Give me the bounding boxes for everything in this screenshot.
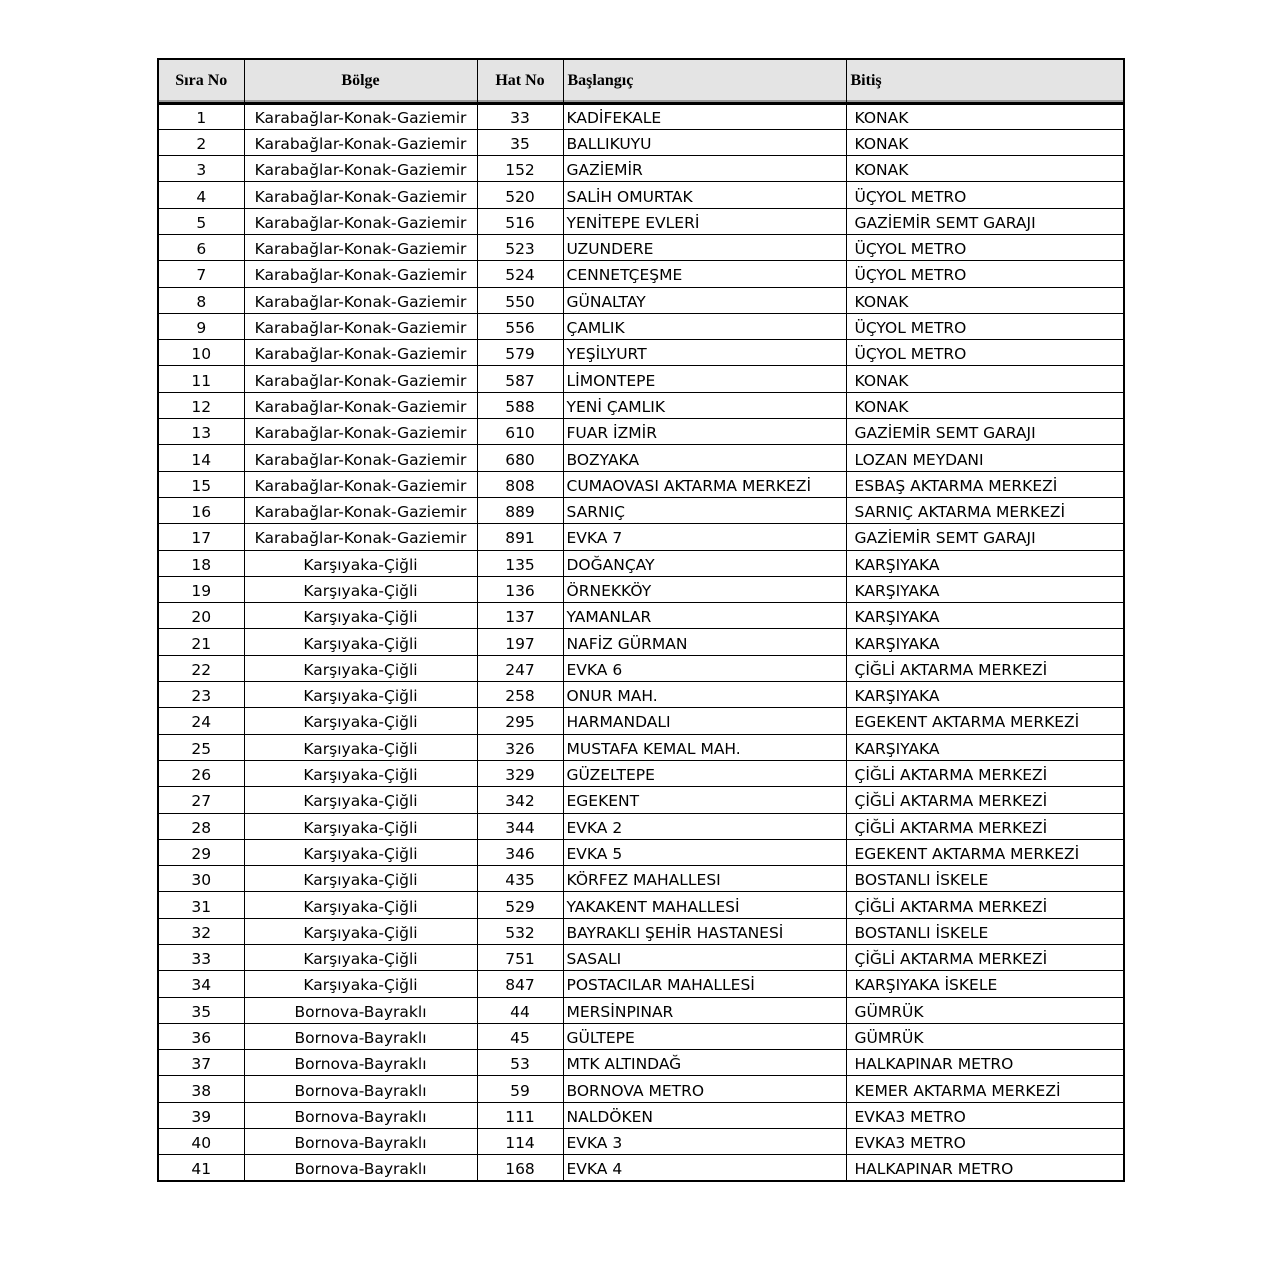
cell-start: ÇAMLIK: [563, 313, 846, 339]
cell-line-no: 520: [477, 182, 563, 208]
cell-line-no: 33: [477, 103, 563, 129]
cell-sequence-no: 1: [158, 103, 244, 129]
cell-start: GÜZELTEPE: [563, 760, 846, 786]
cell-end: KONAK: [846, 287, 1124, 313]
cell-end: BOSTANLI İSKELE: [846, 866, 1124, 892]
cell-end: LOZAN MEYDANI: [846, 445, 1124, 471]
header-row: [158, 59, 1124, 103]
table-row: [158, 524, 1124, 550]
cell-line-no: 197: [477, 629, 563, 655]
cell-line-no: 891: [477, 524, 563, 550]
cell-region: Bornova-Bayraklı: [244, 1076, 477, 1102]
cell-region: Karabağlar-Konak-Gaziemir: [244, 182, 477, 208]
cell-end: GAZİEMİR SEMT GARAJI: [846, 419, 1124, 445]
cell-end: ÜÇYOL METRO: [846, 313, 1124, 339]
cell-start: SALİH OMURTAK: [563, 182, 846, 208]
cell-end: ÇİĞLİ AKTARMA MERKEZİ: [846, 760, 1124, 786]
cell-end: EGEKENT AKTARMA MERKEZİ: [846, 839, 1124, 865]
cell-sequence-no: 21: [158, 629, 244, 655]
cell-sequence-no: 26: [158, 760, 244, 786]
cell-end: ÇİĞLİ AKTARMA MERKEZİ: [846, 655, 1124, 681]
cell-start: UZUNDERE: [563, 234, 846, 260]
table-row: [158, 1050, 1124, 1076]
header-end: Bitiş: [846, 59, 1124, 103]
cell-region: Karşıyaka-Çiğli: [244, 629, 477, 655]
cell-region: Karabağlar-Konak-Gaziemir: [244, 129, 477, 155]
cell-line-no: 136: [477, 576, 563, 602]
cell-end: KARŞIYAKA: [846, 734, 1124, 760]
cell-end: ÇİĞLİ AKTARMA MERKEZİ: [846, 945, 1124, 971]
table-row: [158, 340, 1124, 366]
cell-end: KEMER AKTARMA MERKEZİ: [846, 1076, 1124, 1102]
cell-start: EVKA 3: [563, 1129, 846, 1155]
cell-end: KARŞIYAKA: [846, 576, 1124, 602]
header-start: Başlangıç: [563, 59, 846, 103]
cell-start: CENNETÇEŞME: [563, 261, 846, 287]
cell-line-no: 435: [477, 866, 563, 892]
cell-region: Karşıyaka-Çiğli: [244, 550, 477, 576]
table-row: [158, 866, 1124, 892]
cell-start: GAZİEMİR: [563, 156, 846, 182]
table-row: [158, 839, 1124, 865]
cell-start: HARMANDALI: [563, 708, 846, 734]
table-row: [158, 1102, 1124, 1128]
table-row: [158, 892, 1124, 918]
cell-line-no: 247: [477, 655, 563, 681]
cell-start: KADİFEKALE: [563, 103, 846, 129]
table-row: [158, 471, 1124, 497]
cell-end: BOSTANLI İSKELE: [846, 918, 1124, 944]
cell-start: SASALI: [563, 945, 846, 971]
cell-sequence-no: 17: [158, 524, 244, 550]
cell-region: Karşıyaka-Çiğli: [244, 945, 477, 971]
table-row: [158, 629, 1124, 655]
cell-line-no: 847: [477, 971, 563, 997]
cell-sequence-no: 20: [158, 603, 244, 629]
table-body: [158, 103, 1124, 1181]
cell-line-no: 524: [477, 261, 563, 287]
cell-line-no: 889: [477, 497, 563, 523]
table-row: [158, 997, 1124, 1023]
cell-line-no: 610: [477, 419, 563, 445]
cell-line-no: 168: [477, 1155, 563, 1181]
cell-start: POSTACILAR MAHALLESİ: [563, 971, 846, 997]
cell-end: GÜMRÜK: [846, 997, 1124, 1023]
bus-route-table: [157, 58, 1125, 1182]
cell-end: ÜÇYOL METRO: [846, 182, 1124, 208]
cell-start: YAKAKENT MAHALLESİ: [563, 892, 846, 918]
cell-end: HALKAPINAR METRO: [846, 1155, 1124, 1181]
cell-end: HALKAPINAR METRO: [846, 1050, 1124, 1076]
table-row: [158, 734, 1124, 760]
cell-region: Karabağlar-Konak-Gaziemir: [244, 313, 477, 339]
cell-region: Karşıyaka-Çiğli: [244, 576, 477, 602]
cell-start: GÜNALTAY: [563, 287, 846, 313]
cell-sequence-no: 7: [158, 261, 244, 287]
header-region: Bölge: [244, 59, 477, 103]
cell-sequence-no: 37: [158, 1050, 244, 1076]
cell-region: Karabağlar-Konak-Gaziemir: [244, 471, 477, 497]
table-row: [158, 1076, 1124, 1102]
cell-start: YAMANLAR: [563, 603, 846, 629]
cell-line-no: 516: [477, 208, 563, 234]
table-row: [158, 156, 1124, 182]
cell-line-no: 579: [477, 340, 563, 366]
cell-start: DOĞANÇAY: [563, 550, 846, 576]
cell-line-no: 342: [477, 787, 563, 813]
cell-region: Karabağlar-Konak-Gaziemir: [244, 261, 477, 287]
cell-sequence-no: 35: [158, 997, 244, 1023]
cell-start: KÖRFEZ MAHALLESI: [563, 866, 846, 892]
table-row: [158, 366, 1124, 392]
cell-region: Karabağlar-Konak-Gaziemir: [244, 287, 477, 313]
table-row: [158, 287, 1124, 313]
cell-sequence-no: 4: [158, 182, 244, 208]
cell-end: EGEKENT AKTARMA MERKEZİ: [846, 708, 1124, 734]
table-row: [158, 182, 1124, 208]
cell-region: Karabağlar-Konak-Gaziemir: [244, 445, 477, 471]
cell-sequence-no: 41: [158, 1155, 244, 1181]
cell-end: KARŞIYAKA: [846, 603, 1124, 629]
table-row: [158, 708, 1124, 734]
cell-end: KONAK: [846, 392, 1124, 418]
table-row: [158, 129, 1124, 155]
cell-line-no: 532: [477, 918, 563, 944]
cell-line-no: 329: [477, 760, 563, 786]
cell-start: BALLIKUYU: [563, 129, 846, 155]
cell-region: Karabağlar-Konak-Gaziemir: [244, 392, 477, 418]
cell-start: GÜLTEPE: [563, 1023, 846, 1049]
table-row: [158, 103, 1124, 129]
header-sequence-no: Sıra No: [158, 59, 244, 103]
cell-sequence-no: 3: [158, 156, 244, 182]
cell-end: EVKA3 METRO: [846, 1102, 1124, 1128]
table-row: [158, 1155, 1124, 1181]
cell-start: NAFİZ GÜRMAN: [563, 629, 846, 655]
table-row: [158, 576, 1124, 602]
cell-line-no: 135: [477, 550, 563, 576]
cell-sequence-no: 39: [158, 1102, 244, 1128]
table-row: [158, 603, 1124, 629]
cell-line-no: 556: [477, 313, 563, 339]
cell-sequence-no: 19: [158, 576, 244, 602]
cell-region: Karşıyaka-Çiğli: [244, 787, 477, 813]
table-row: [158, 945, 1124, 971]
cell-end: ÇİĞLİ AKTARMA MERKEZİ: [846, 787, 1124, 813]
cell-sequence-no: 5: [158, 208, 244, 234]
cell-start: MUSTAFA KEMAL MAH.: [563, 734, 846, 760]
cell-region: Karşıyaka-Çiğli: [244, 708, 477, 734]
table-row: [158, 787, 1124, 813]
cell-start: ÖRNEKKÖY: [563, 576, 846, 602]
cell-sequence-no: 12: [158, 392, 244, 418]
header-line-no: Hat No: [477, 59, 563, 103]
cell-line-no: 587: [477, 366, 563, 392]
cell-end: ÜÇYOL METRO: [846, 261, 1124, 287]
cell-region: Karabağlar-Konak-Gaziemir: [244, 419, 477, 445]
table-row: [158, 550, 1124, 576]
cell-region: Karabağlar-Konak-Gaziemir: [244, 234, 477, 260]
cell-start: YENİ ÇAMLIK: [563, 392, 846, 418]
cell-end: GÜMRÜK: [846, 1023, 1124, 1049]
table-row: [158, 918, 1124, 944]
cell-region: Karşıyaka-Çiğli: [244, 655, 477, 681]
cell-line-no: 111: [477, 1102, 563, 1128]
cell-region: Bornova-Bayraklı: [244, 1155, 477, 1181]
cell-start: MERSİNPINAR: [563, 997, 846, 1023]
cell-sequence-no: 31: [158, 892, 244, 918]
cell-sequence-no: 38: [158, 1076, 244, 1102]
cell-region: Karabağlar-Konak-Gaziemir: [244, 524, 477, 550]
cell-line-no: 137: [477, 603, 563, 629]
cell-end: ÇİĞLİ AKTARMA MERKEZİ: [846, 813, 1124, 839]
cell-sequence-no: 33: [158, 945, 244, 971]
cell-region: Bornova-Bayraklı: [244, 1102, 477, 1128]
cell-line-no: 295: [477, 708, 563, 734]
table-header: [158, 59, 1124, 103]
table-row: [158, 655, 1124, 681]
cell-region: Karşıyaka-Çiğli: [244, 971, 477, 997]
cell-end: KONAK: [846, 156, 1124, 182]
cell-region: Karşıyaka-Çiğli: [244, 866, 477, 892]
cell-start: MTK ALTINDAĞ: [563, 1050, 846, 1076]
cell-region: Karşıyaka-Çiğli: [244, 682, 477, 708]
cell-region: Karabağlar-Konak-Gaziemir: [244, 497, 477, 523]
cell-end: ÜÇYOL METRO: [846, 340, 1124, 366]
cell-end: ESBAŞ AKTARMA MERKEZİ: [846, 471, 1124, 497]
cell-end: EVKA3 METRO: [846, 1129, 1124, 1155]
cell-end: KARŞIYAKA: [846, 629, 1124, 655]
cell-end: ÇİĞLİ AKTARMA MERKEZİ: [846, 892, 1124, 918]
cell-sequence-no: 15: [158, 471, 244, 497]
cell-end: KONAK: [846, 103, 1124, 129]
cell-line-no: 152: [477, 156, 563, 182]
cell-sequence-no: 6: [158, 234, 244, 260]
cell-end: ÜÇYOL METRO: [846, 234, 1124, 260]
cell-sequence-no: 18: [158, 550, 244, 576]
cell-end: KARŞIYAKA: [846, 682, 1124, 708]
cell-start: EVKA 7: [563, 524, 846, 550]
table-row: [158, 261, 1124, 287]
cell-sequence-no: 13: [158, 419, 244, 445]
cell-region: Bornova-Bayraklı: [244, 1023, 477, 1049]
cell-line-no: 45: [477, 1023, 563, 1049]
cell-line-no: 53: [477, 1050, 563, 1076]
cell-line-no: 529: [477, 892, 563, 918]
cell-sequence-no: 2: [158, 129, 244, 155]
cell-region: Karşıyaka-Çiğli: [244, 734, 477, 760]
cell-start: BAYRAKLI ŞEHİR HASTANESİ: [563, 918, 846, 944]
cell-end: KONAK: [846, 129, 1124, 155]
cell-start: LİMONTEPE: [563, 366, 846, 392]
table-row: [158, 971, 1124, 997]
cell-start: FUAR İZMİR: [563, 419, 846, 445]
cell-region: Karabağlar-Konak-Gaziemir: [244, 208, 477, 234]
cell-sequence-no: 36: [158, 1023, 244, 1049]
cell-sequence-no: 16: [158, 497, 244, 523]
cell-region: Karşıyaka-Çiğli: [244, 760, 477, 786]
cell-sequence-no: 22: [158, 655, 244, 681]
table-row: [158, 208, 1124, 234]
cell-region: Karşıyaka-Çiğli: [244, 918, 477, 944]
cell-end: KONAK: [846, 366, 1124, 392]
cell-region: Bornova-Bayraklı: [244, 997, 477, 1023]
cell-line-no: 35: [477, 129, 563, 155]
cell-line-no: 523: [477, 234, 563, 260]
cell-start: YEŞİLYURT: [563, 340, 846, 366]
table-row: [158, 419, 1124, 445]
cell-end: KARŞIYAKA İSKELE: [846, 971, 1124, 997]
cell-line-no: 258: [477, 682, 563, 708]
cell-sequence-no: 11: [158, 366, 244, 392]
cell-line-no: 588: [477, 392, 563, 418]
cell-start: EVKA 5: [563, 839, 846, 865]
cell-sequence-no: 27: [158, 787, 244, 813]
cell-sequence-no: 30: [158, 866, 244, 892]
cell-region: Karşıyaka-Çiğli: [244, 839, 477, 865]
table-row: [158, 497, 1124, 523]
cell-region: Karşıyaka-Çiğli: [244, 892, 477, 918]
cell-sequence-no: 23: [158, 682, 244, 708]
cell-start: EGEKENT: [563, 787, 846, 813]
cell-sequence-no: 10: [158, 340, 244, 366]
cell-start: EVKA 4: [563, 1155, 846, 1181]
cell-sequence-no: 34: [158, 971, 244, 997]
cell-line-no: 550: [477, 287, 563, 313]
cell-region: Karşıyaka-Çiğli: [244, 603, 477, 629]
cell-sequence-no: 40: [158, 1129, 244, 1155]
table-row: [158, 392, 1124, 418]
cell-region: Bornova-Bayraklı: [244, 1129, 477, 1155]
cell-sequence-no: 9: [158, 313, 244, 339]
table-row: [158, 813, 1124, 839]
cell-line-no: 344: [477, 813, 563, 839]
cell-sequence-no: 29: [158, 839, 244, 865]
cell-start: EVKA 6: [563, 655, 846, 681]
cell-region: Karabağlar-Konak-Gaziemir: [244, 156, 477, 182]
cell-start: BOZYAKA: [563, 445, 846, 471]
cell-line-no: 751: [477, 945, 563, 971]
cell-line-no: 808: [477, 471, 563, 497]
cell-end: KARŞIYAKA: [846, 550, 1124, 576]
cell-line-no: 59: [477, 1076, 563, 1102]
cell-line-no: 44: [477, 997, 563, 1023]
cell-start: EVKA 2: [563, 813, 846, 839]
cell-sequence-no: 8: [158, 287, 244, 313]
cell-start: ONUR MAH.: [563, 682, 846, 708]
cell-line-no: 346: [477, 839, 563, 865]
cell-line-no: 326: [477, 734, 563, 760]
table-row: [158, 313, 1124, 339]
cell-sequence-no: 25: [158, 734, 244, 760]
cell-start: YENİTEPE EVLERİ: [563, 208, 846, 234]
cell-region: Karşıyaka-Çiğli: [244, 813, 477, 839]
cell-line-no: 680: [477, 445, 563, 471]
cell-region: Karabağlar-Konak-Gaziemir: [244, 366, 477, 392]
table-row: [158, 760, 1124, 786]
cell-start: NALDÖKEN: [563, 1102, 846, 1128]
cell-sequence-no: 24: [158, 708, 244, 734]
table-row: [158, 682, 1124, 708]
cell-start: CUMAOVASI AKTARMA MERKEZİ: [563, 471, 846, 497]
cell-start: SARNIÇ: [563, 497, 846, 523]
cell-start: BORNOVA METRO: [563, 1076, 846, 1102]
cell-end: SARNIÇ AKTARMA MERKEZİ: [846, 497, 1124, 523]
table-row: [158, 1129, 1124, 1155]
cell-line-no: 114: [477, 1129, 563, 1155]
cell-end: GAZİEMİR SEMT GARAJI: [846, 524, 1124, 550]
cell-sequence-no: 14: [158, 445, 244, 471]
cell-region: Karabağlar-Konak-Gaziemir: [244, 103, 477, 129]
cell-end: GAZİEMİR SEMT GARAJI: [846, 208, 1124, 234]
table-row: [158, 1023, 1124, 1049]
table-row: [158, 234, 1124, 260]
table-row: [158, 445, 1124, 471]
cell-region: Karabağlar-Konak-Gaziemir: [244, 340, 477, 366]
cell-sequence-no: 28: [158, 813, 244, 839]
cell-region: Bornova-Bayraklı: [244, 1050, 477, 1076]
cell-sequence-no: 32: [158, 918, 244, 944]
